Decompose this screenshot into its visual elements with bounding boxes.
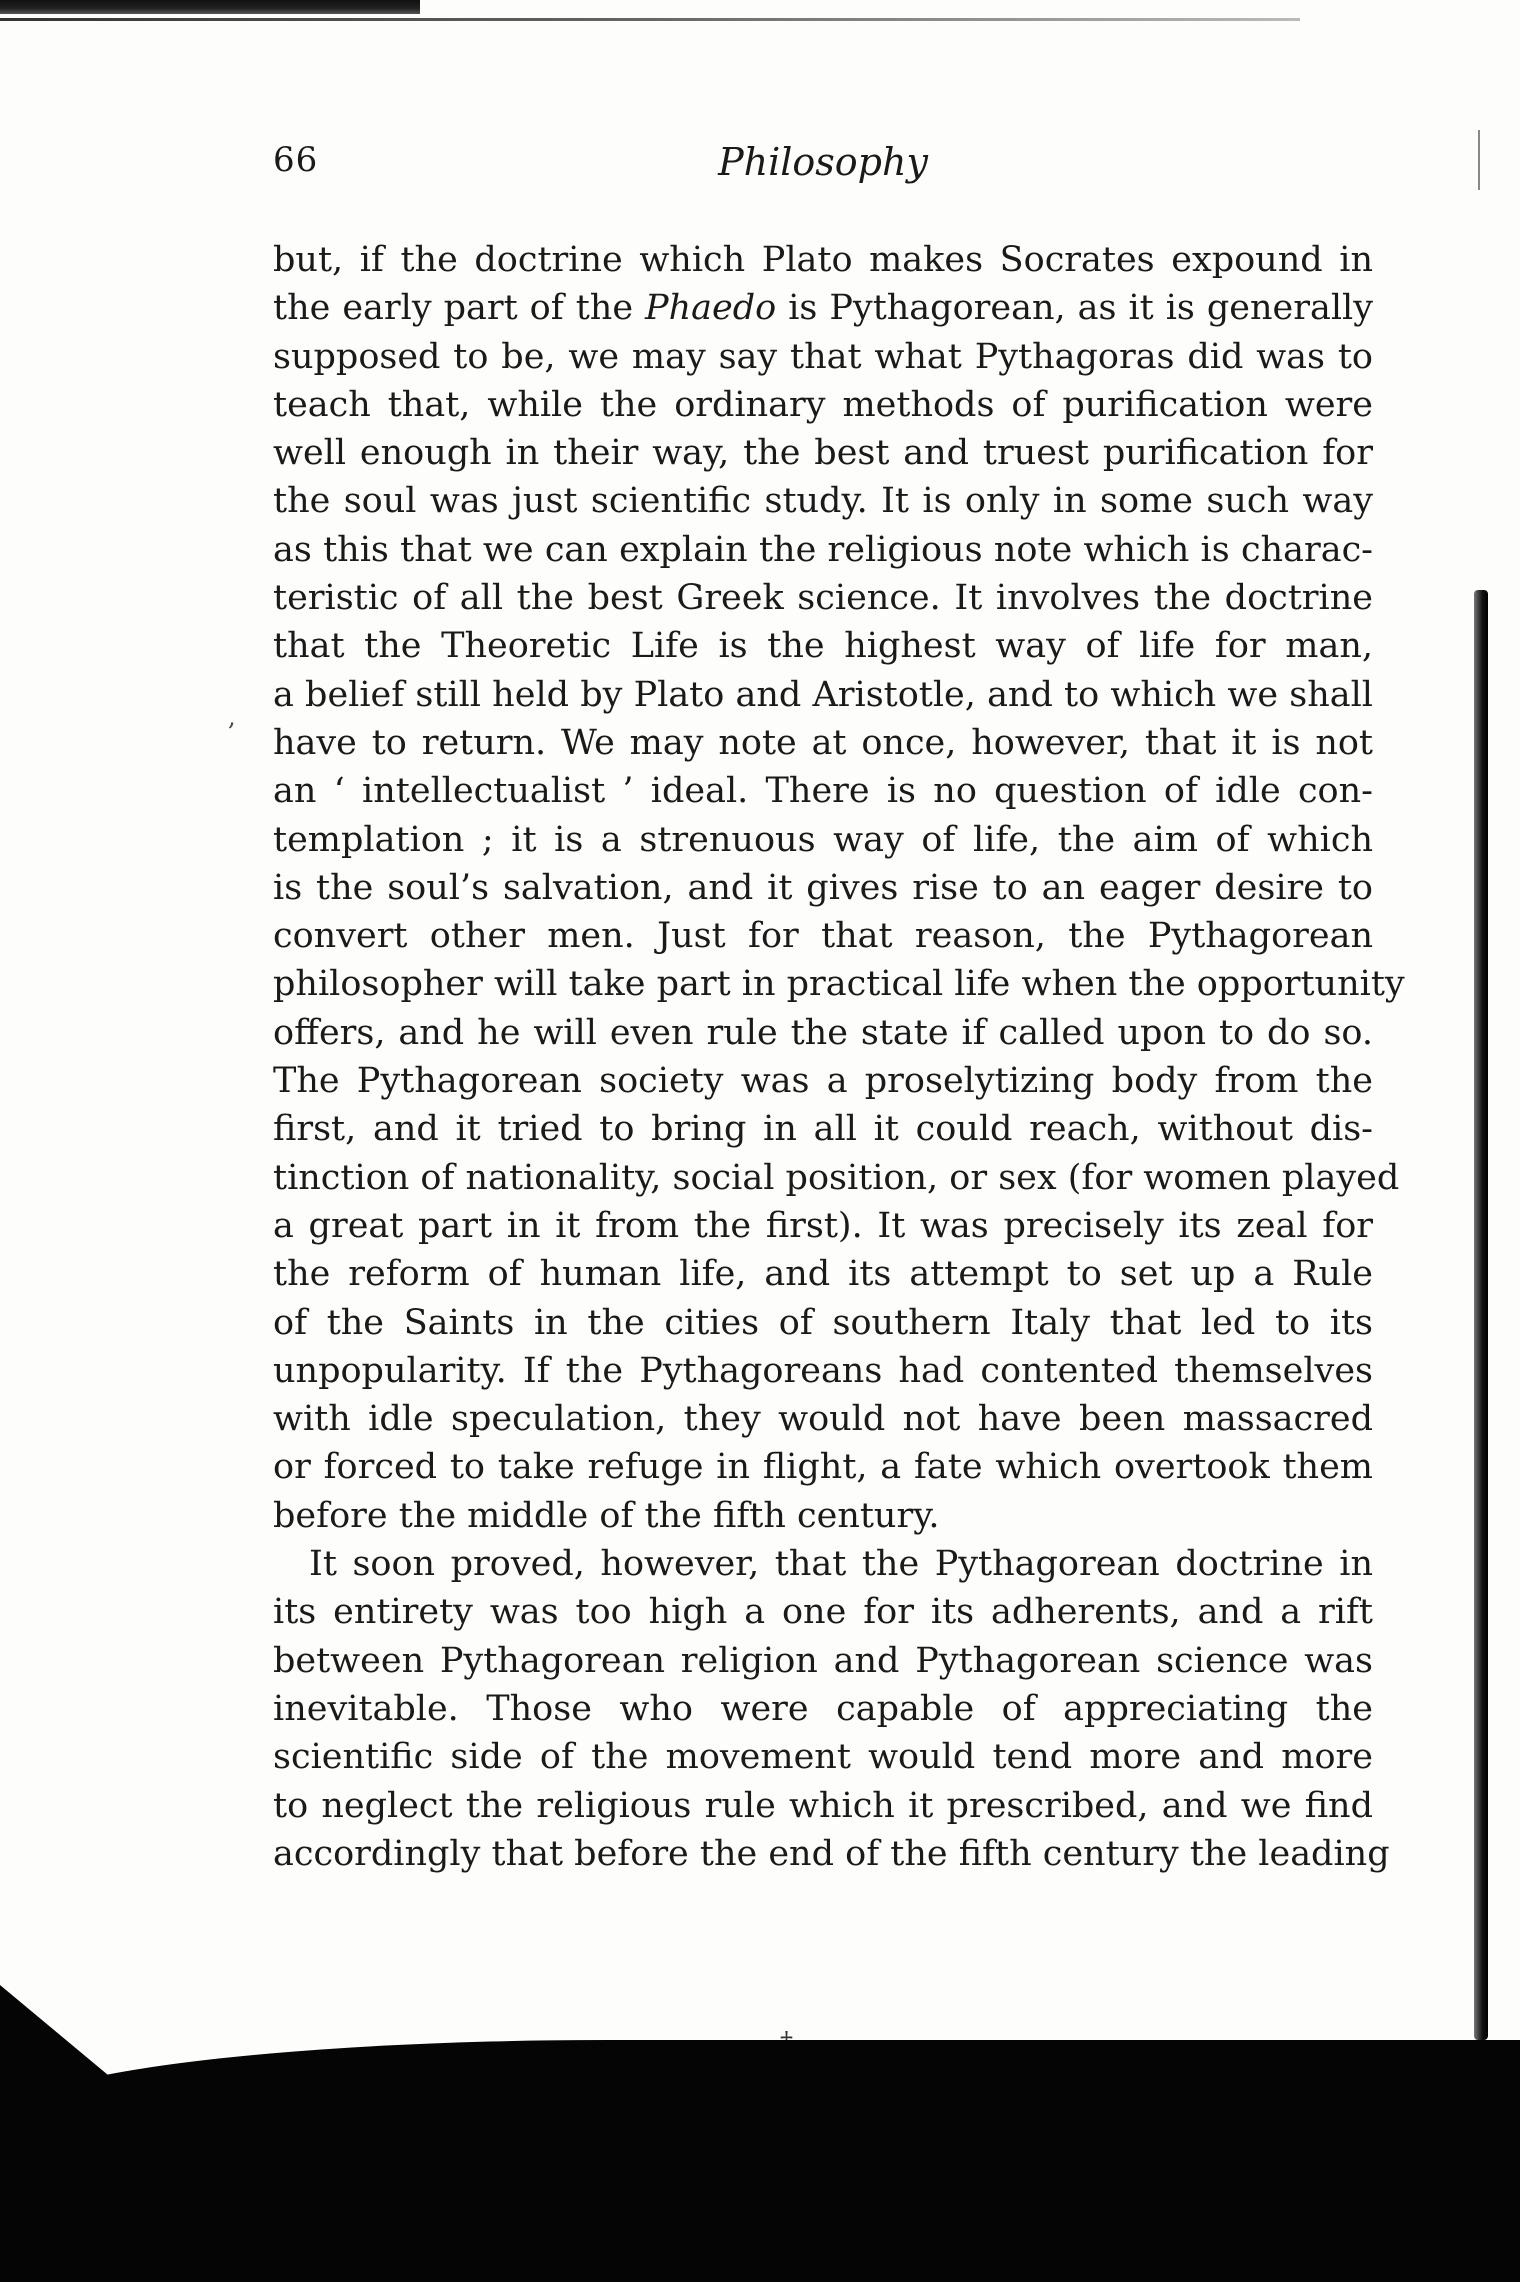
text-line: philosopher will take part in practical life when the opportunity bbox=[273, 964, 1405, 1005]
text-line: to neglect the religious rule which it prescribed, and we find bbox=[273, 1785, 1373, 1826]
text-line: inevitable. Those who were capable of appreciating the bbox=[273, 1688, 1373, 1729]
text-line: an ‘ intellectualist ’ ideal. There is no question of idle con- bbox=[273, 771, 1373, 812]
text-line: but, if the doctrine which Plato makes Socrates expound in bbox=[273, 240, 1373, 280]
text-line: its entirety was too high a one for its adherents, and a rift bbox=[273, 1592, 1373, 1633]
text-line: convert other men. Just for that reason, the Pythagorean bbox=[273, 916, 1373, 957]
text-line: The Pythagorean society was a proselytizing body from the bbox=[273, 1061, 1373, 1102]
margin-mark: , bbox=[228, 703, 236, 731]
text-line: the reform of human life, and its attempt to set up a Rule bbox=[273, 1254, 1373, 1295]
text-line: or forced to take refuge in flight, a fate which overtook them bbox=[273, 1447, 1373, 1488]
text-line: templation ; it is a strenuous way of life, the aim of which bbox=[273, 819, 1373, 860]
page-number: 66 bbox=[273, 140, 319, 180]
scan-shadow-wedge bbox=[0, 1985, 120, 2085]
text-line: as this that we can explain the religious note which is charac- bbox=[273, 529, 1373, 570]
scan-edge-top bbox=[0, 0, 420, 14]
text-line: teristic of all the best Greek science. It involves the doctrine bbox=[273, 578, 1373, 619]
scan-rule-top bbox=[0, 18, 1300, 21]
text-line: of the Saints in the cities of southern Italy that led to its bbox=[273, 1302, 1373, 1343]
text-line: the early part of the Phaedo is Pythagorean, as it is generally bbox=[273, 288, 1374, 329]
text-line: the soul was just scientific study. It is only in some such way bbox=[273, 481, 1373, 522]
text-line: It soon proved, however, that the Pythagorean doctrine in bbox=[309, 1544, 1373, 1585]
text-line: teach that, while the ordinary methods of purification were bbox=[273, 384, 1373, 425]
text-line: offers, and he will even rule the state if called upon to do so. bbox=[273, 1012, 1373, 1053]
scan-shadow-bottom bbox=[0, 2080, 1520, 2282]
text-line: well enough in their way, the best and truest purification for bbox=[273, 433, 1373, 474]
text-line: tinction of nationality, social position, or sex (for women played bbox=[273, 1157, 1400, 1198]
text-line: supposed to be, we may say that what Pythagoras did was to bbox=[273, 336, 1373, 377]
text-line: before the middle of the fifth century. bbox=[273, 1495, 940, 1536]
body-text bbox=[273, 236, 1405, 1878]
work-title-phaedo: Phaedo bbox=[645, 288, 777, 329]
scan-edge-right bbox=[1474, 590, 1488, 2040]
text-line: scientific side of the movement would tend more and more bbox=[273, 1737, 1373, 1778]
text-line: a great part in it from the first). It was precisely its zeal for bbox=[273, 1205, 1373, 1246]
page-header bbox=[273, 140, 1373, 200]
text-line: first, and it tried to bring in all it could reach, without dis- bbox=[273, 1109, 1373, 1150]
text-line: a belief still held by Plato and Aristotle, and to which we shall bbox=[273, 674, 1373, 715]
running-title: Philosophy bbox=[718, 140, 928, 184]
text-line: between Pythagorean religion and Pythagorean science was bbox=[273, 1640, 1373, 1681]
text-line: unpopularity. If the Pythagoreans had contented themselves bbox=[273, 1350, 1373, 1391]
text-line: with idle speculation, they would not have been massacred bbox=[273, 1399, 1373, 1440]
text-line: have to return. We may note at once, however, that it is not bbox=[273, 722, 1373, 763]
text-line: that the Theoretic Life is the highest way of life for man, bbox=[273, 626, 1373, 667]
scan-mark-right bbox=[1478, 130, 1480, 190]
text-line: accordingly that before the end of the fifth century the leading bbox=[273, 1833, 1390, 1874]
text-line: is the soul’s salvation, and it gives rise to an eager desire to bbox=[273, 867, 1373, 908]
